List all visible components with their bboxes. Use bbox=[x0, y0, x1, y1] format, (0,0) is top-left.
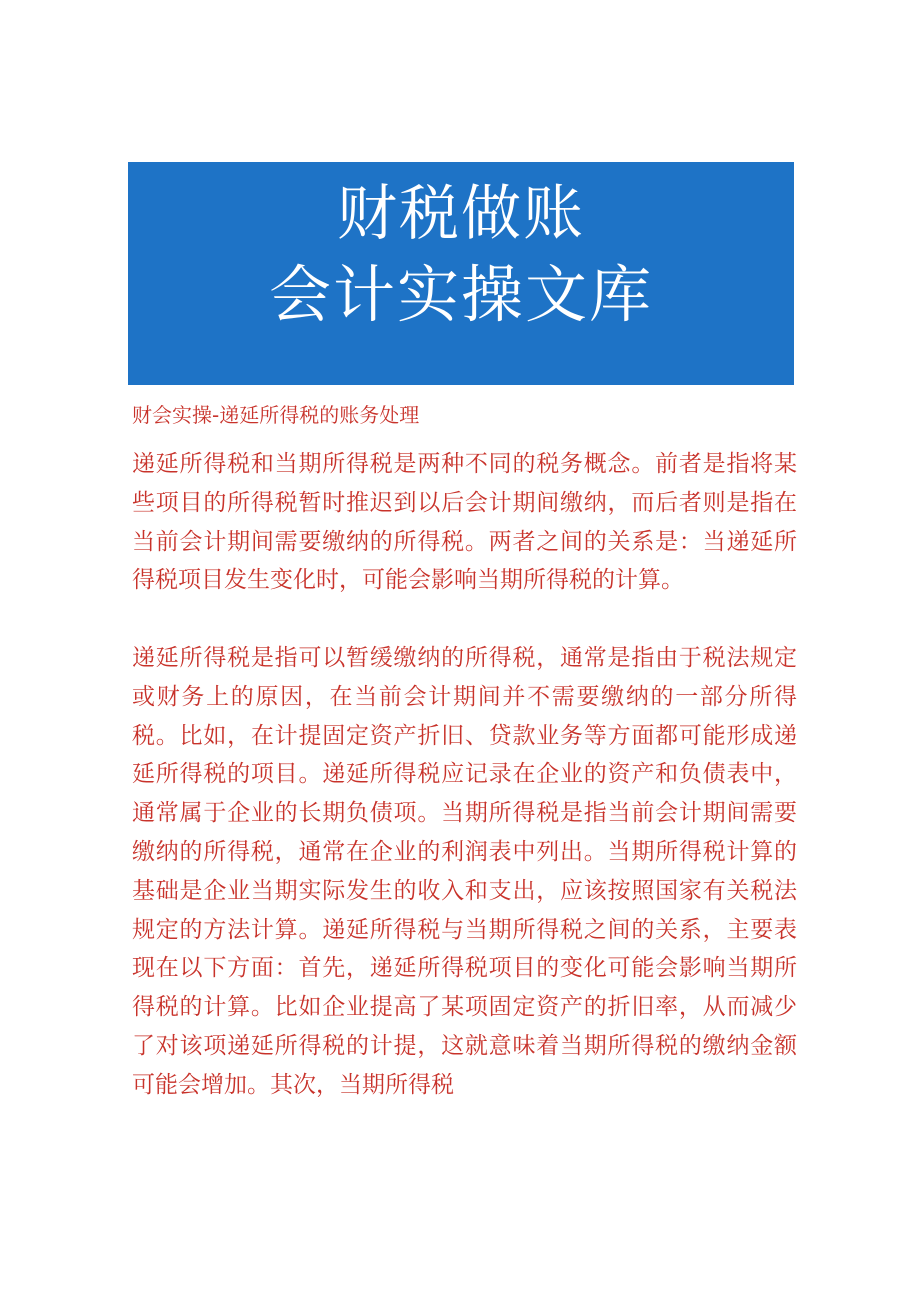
title-banner bbox=[128, 162, 794, 385]
banner-title-line-2: 会计实操文库 bbox=[268, 258, 653, 331]
document-title: 财会实操-递延所得税的账务处理 bbox=[132, 403, 420, 427]
banner-title-line-1: 财税做账 bbox=[337, 179, 585, 249]
paragraph-1: 递延所得税和当期所得税是两种不同的税务概念。前者是指将某些项目的所得税暂时推迟到以后会计期间缴纳，而后者则是指在当前会计期间需要缴纳的所得税。两者之间的关系是：当递延所得税项目发生变化时，可能会影响当期所得税的计算。 bbox=[132, 451, 797, 594]
paragraph-2: 递延所得税是指可以暂缓缴纳的所得税，通常是指由于税法规定或财务上的原因，在当前会计期间并不需要缴纳的一部分所得税。比如，在计提固定资产折旧、贷款业务等方面都可能形成递延所得税的项目。递延所得税应记录在企业的资产和负债表中，通常属于企业的长期负债项。当期所得税是指当前会计期间需要缴纳的所得税，通常在企业的利润表中列出。当期所得税计算的基础是企业当期实际发生的收入和支出，应该按照国家有关税法规定的方法计算。递延所得税与当期所得税之间的关系，主要表现在以下方面：首先，递延所得税项目的变化可能会影响当期所得税的计算。比如企业提高了某项固定资产的折旧率，从而减少了对该项递延所得税的计提，这就意味着当期所得税的缴纳金额可能会增加。其次，当期所得税 bbox=[132, 645, 797, 1098]
